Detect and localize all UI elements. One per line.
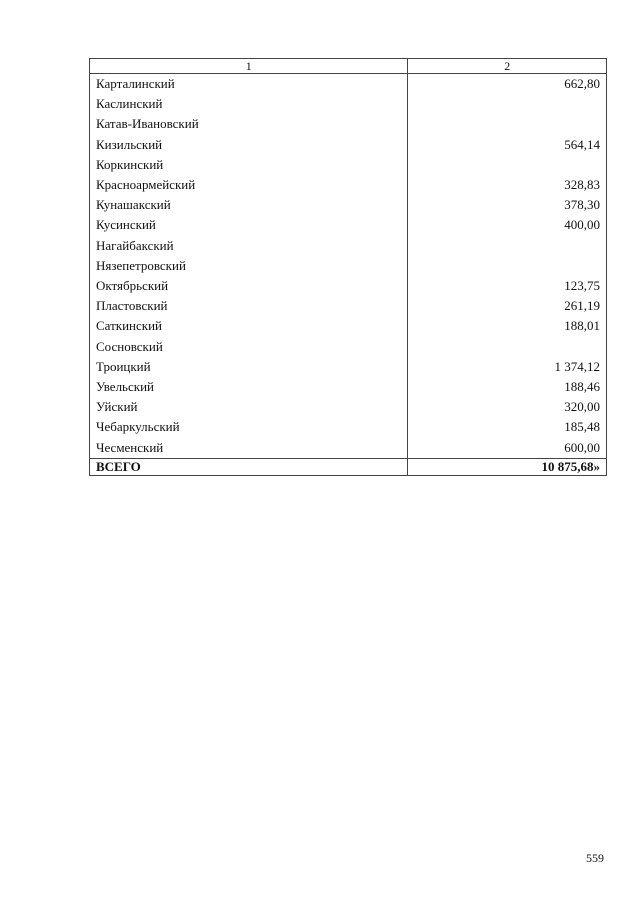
row-value — [408, 155, 607, 175]
row-name: Коркинский — [90, 155, 408, 175]
row-name: Катав-Ивановский — [90, 114, 408, 134]
row-value: 123,75 — [408, 276, 607, 296]
table-body — [90, 74, 607, 459]
header-col-2: 2 — [408, 59, 607, 74]
table-row — [90, 438, 607, 459]
row-name: Увельский — [90, 377, 408, 397]
row-name: Троицкий — [90, 357, 408, 377]
row-name: Саткинский — [90, 316, 408, 336]
row-value — [408, 337, 607, 357]
row-value: 378,30 — [408, 195, 607, 215]
header-col-1: 1 — [90, 59, 408, 74]
data-table — [89, 58, 607, 476]
table-row — [90, 256, 607, 276]
table-row — [90, 114, 607, 134]
table-row — [90, 215, 607, 235]
row-name: Уйский — [90, 397, 408, 417]
total-label: ВСЕГО — [90, 458, 408, 475]
table-row — [90, 74, 607, 95]
table-header-row — [90, 59, 607, 74]
row-value: 400,00 — [408, 215, 607, 235]
row-value — [408, 114, 607, 134]
row-value: 185,48 — [408, 417, 607, 437]
row-name: Карталинский — [90, 74, 408, 95]
table-row — [90, 175, 607, 195]
row-value: 261,19 — [408, 296, 607, 316]
table-row — [90, 397, 607, 417]
row-value: 320,00 — [408, 397, 607, 417]
row-name: Красноармейский — [90, 175, 408, 195]
total-row — [90, 458, 607, 475]
table-row — [90, 417, 607, 437]
row-name: Пластовский — [90, 296, 408, 316]
row-value: 328,83 — [408, 175, 607, 195]
table-row — [90, 357, 607, 377]
table-row — [90, 195, 607, 215]
table-row — [90, 316, 607, 336]
row-name: Сосновский — [90, 337, 408, 357]
row-name: Октябрьский — [90, 276, 408, 296]
total-value: 10 875,68» — [408, 458, 607, 475]
table-row — [90, 94, 607, 114]
row-value: 600,00 — [408, 438, 607, 459]
row-name: Чебаркульский — [90, 417, 408, 437]
row-value — [408, 236, 607, 256]
row-name: Нагайбакский — [90, 236, 408, 256]
table-row — [90, 337, 607, 357]
table-row — [90, 155, 607, 175]
row-value: 564,14 — [408, 135, 607, 155]
row-name: Кунашакский — [90, 195, 408, 215]
row-name: Кусинский — [90, 215, 408, 235]
table-row — [90, 276, 607, 296]
row-name: Чесменский — [90, 438, 408, 459]
row-name: Каслинский — [90, 94, 408, 114]
row-name: Кизильский — [90, 135, 408, 155]
table-row — [90, 236, 607, 256]
row-value: 1 374,12 — [408, 357, 607, 377]
row-value: 188,01 — [408, 316, 607, 336]
row-value — [408, 94, 607, 114]
row-value: 662,80 — [408, 74, 607, 95]
page-number: 559 — [586, 851, 604, 865]
row-name: Нязепетровский — [90, 256, 408, 276]
table-row — [90, 135, 607, 155]
table-row — [90, 377, 607, 397]
row-value: 188,46 — [408, 377, 607, 397]
row-value — [408, 256, 607, 276]
table-row — [90, 296, 607, 316]
